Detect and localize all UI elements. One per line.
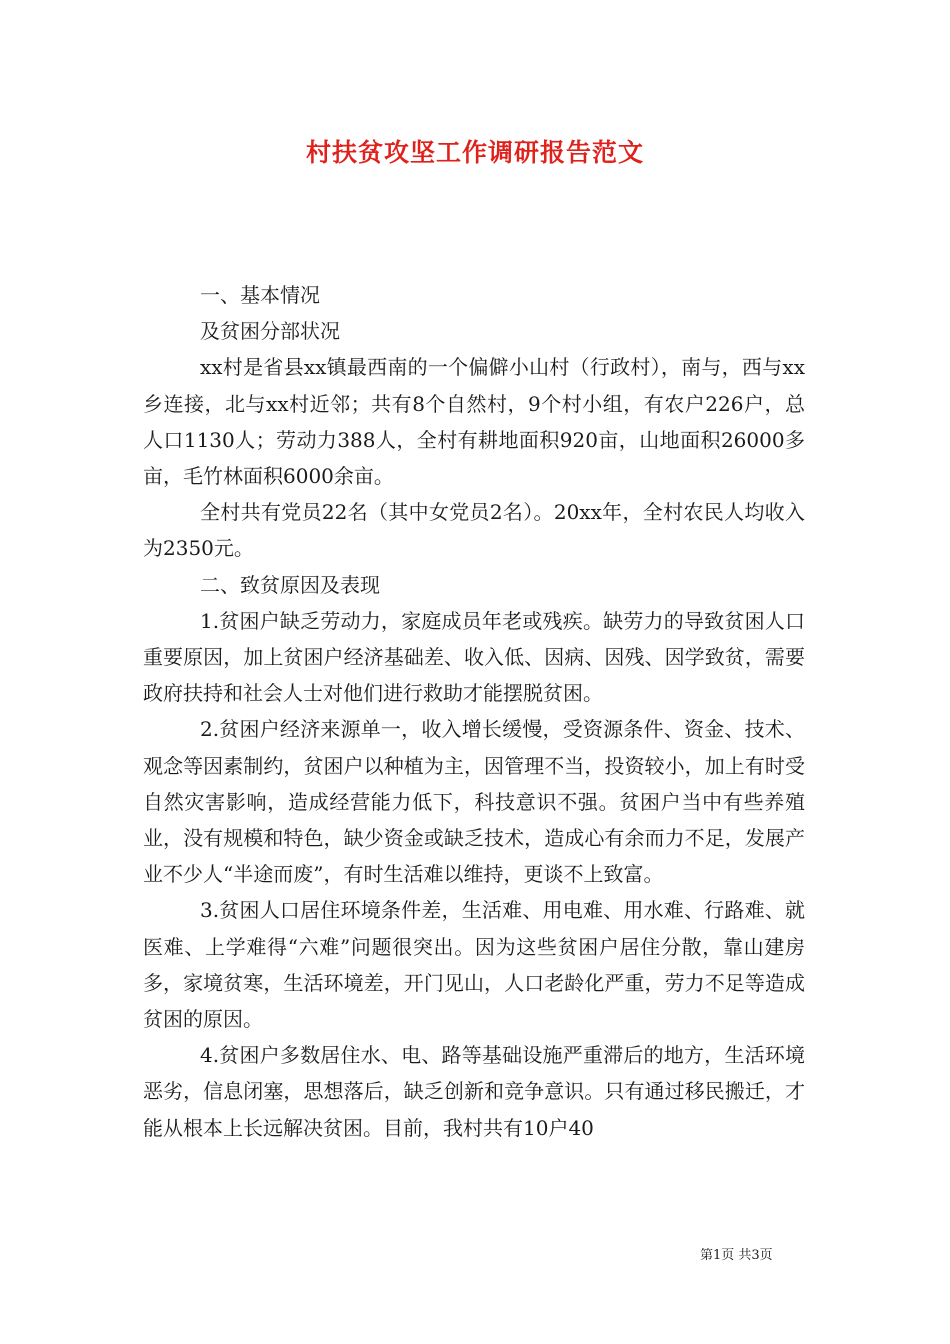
page-title: 村扶贫攻坚工作调研报告范文 bbox=[305, 138, 644, 167]
body-paragraph: 全村共有党员22名（其中女党员2名）。20xx年，全村农民人均收入为2350元。 bbox=[143, 500, 805, 561]
page-footer: 第1页 共3页 bbox=[700, 1248, 773, 1263]
body-paragraph: 3.贫困人口居住环境条件差，生活难、用电难、用水难、行路难、就医难、上学难得“六难”问题很突出。因为这些贫困户居住分散，靠山建房多，家境贫寒，生活环境差，开门见山，人口老龄化严重，劳力不足等造成贫困的原因。 bbox=[143, 898, 805, 1032]
body-paragraph: 4.贫困户多数居住水、电、路等基础设施严重滞后的地方，生活环境恶劣，信息闭塞，思想落后，缺乏创新和竞争意识。只有通过移民搬迁，才能从根本上长远解决贫困。目前，我村共有10户40 bbox=[143, 1043, 805, 1140]
section-heading: 二、致贫原因及表现 bbox=[200, 572, 380, 597]
section-heading: 一、基本情况 bbox=[200, 283, 320, 307]
body-paragraph: 1.贫困户缺乏劳动力，家庭成员年老或残疾。缺劳力的导致贫困人口重要原因，加上贫困户经济基础差、收入低、因病、因残、因学致贫，需要政府扶持和社会人士对他们进行救助才能摆脱贫困。 bbox=[143, 608, 805, 706]
body-paragraph: xx村是省县xx镇最西南的一个偏僻小山村（行政村），南与，西与xx乡连接，北与xx村近邻；共有8个自然村，9个村小组，有农户226户，总人口1130人；劳动力388人，全村有耕地面积920亩，山地面积26000多亩，毛竹林面积6000余亩。 bbox=[143, 355, 805, 489]
document-body bbox=[143, 277, 805, 1146]
section-heading: 及贫困分部状况 bbox=[200, 319, 340, 344]
body-paragraph: 2.贫困户经济来源单一，收入增长缓慢，受资源条件、资金、技术、观念等因素制约，贫困户以种植为主，因管理不当，投资较小，加上有时受自然灾害影响，造成经营能力低下，科技意识不强。贫困户当中有些养殖业，没有规模和特色，缺少资金或缺乏技术，造成心有余而力不足，发展产业不少人“半途而废”，有时生活难以维持，更谈不上致富。 bbox=[143, 717, 805, 887]
